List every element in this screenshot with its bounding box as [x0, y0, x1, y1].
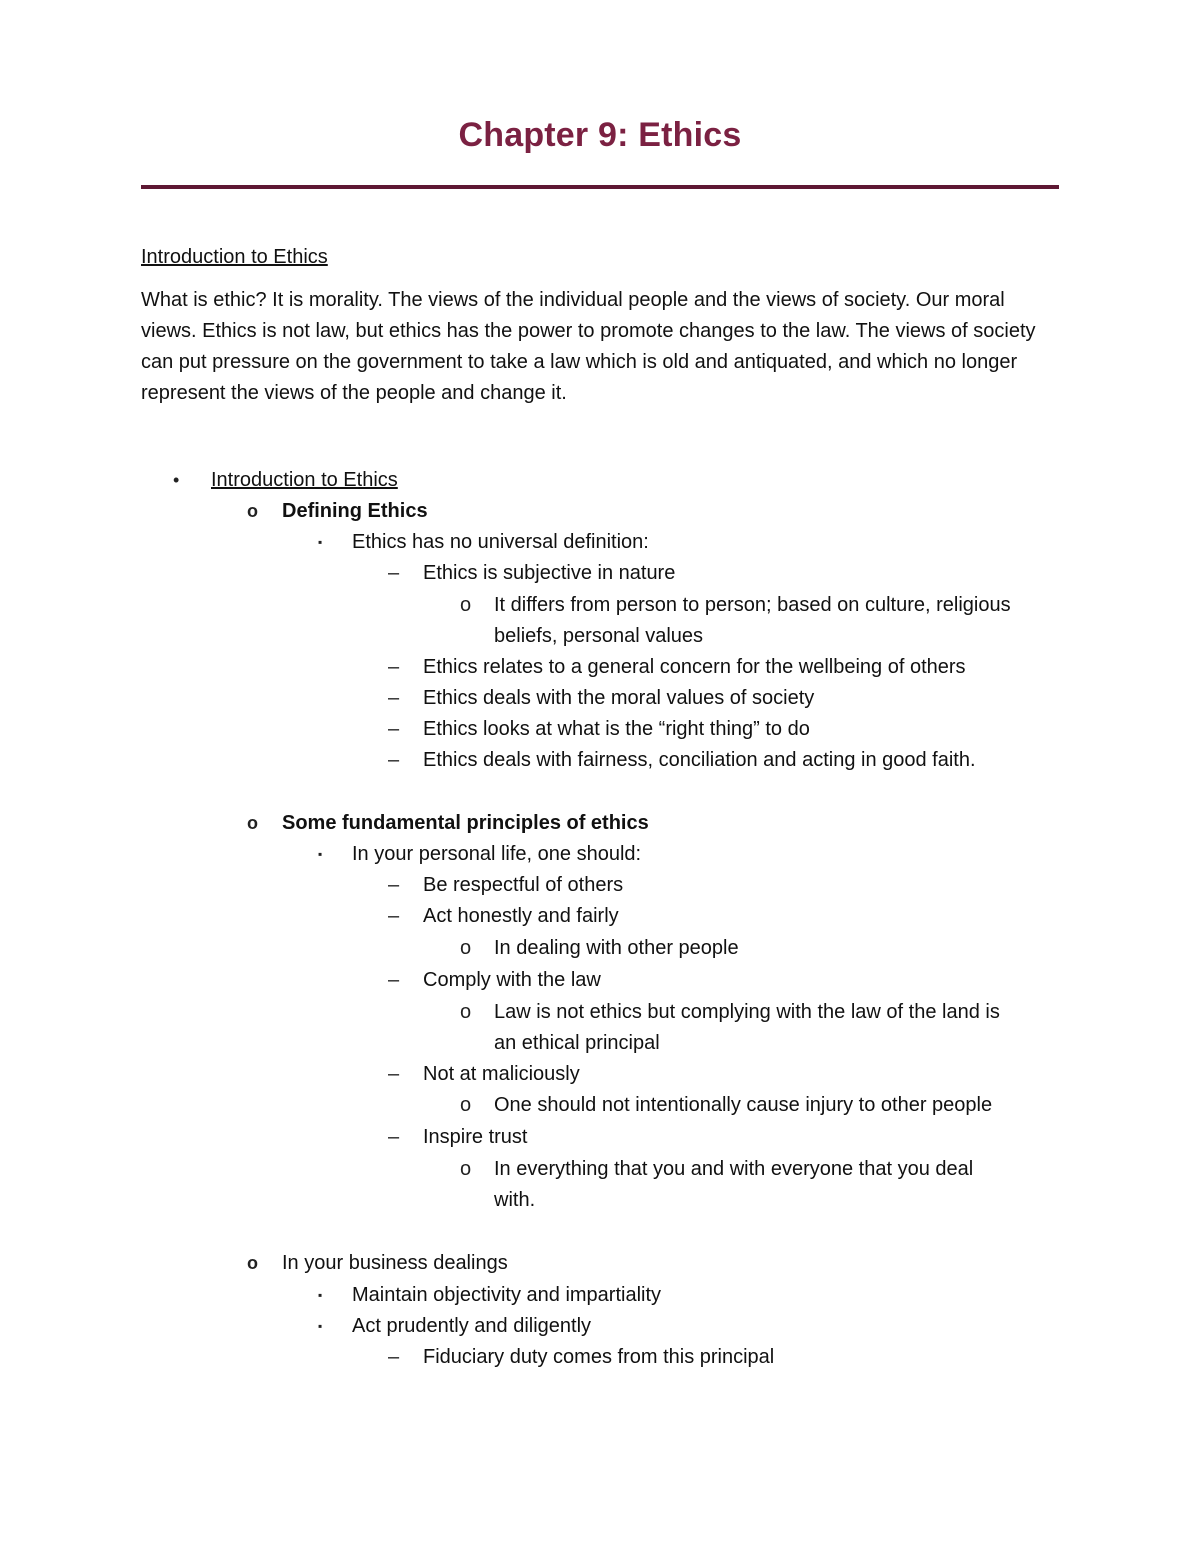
title-divider — [141, 185, 1059, 189]
outline-honestly: Act honestly and fairly — [423, 905, 619, 927]
outline-personal-life: In your personal life, one should: — [352, 843, 642, 865]
bullet-level2-icon: o — [247, 813, 258, 833]
outline-prudently: Act prudently and diligently — [352, 1315, 592, 1337]
outline-fiduciary: Fiduciary duty comes from this principal — [423, 1346, 775, 1368]
outline-no-universal: Ethics has no universal definition: — [352, 531, 649, 553]
section-heading: Introduction to Ethics — [141, 246, 328, 268]
bullet-level4-icon: – — [388, 718, 400, 740]
bullet-level5-icon: o — [460, 594, 472, 616]
outline-wellbeing: Ethics relates to a general concern for the wellbeing of others — [423, 656, 966, 678]
bullet-level4-icon: – — [388, 874, 400, 896]
bullet-level3-icon: ▪ — [318, 535, 323, 549]
outline-fundamental: Some fundamental principles of ethics — [282, 812, 649, 834]
bullet-level4-icon: – — [388, 656, 400, 678]
bullet-level4-icon: – — [388, 749, 400, 771]
bullet-level5-icon: o — [460, 937, 472, 959]
bullet-level4-icon: – — [388, 562, 400, 584]
intro-paragraph: What is ethic? It is morality. The views of the individual people and the views of society. Our moral views. Ethics is not law, but ethics has the power to promote changes to the law. The views of society can put pressure on the government to take a law which is old and antiquated, and which no longer represent the views of the people and change it. — [141, 289, 1036, 404]
outline-law-not-line2: an ethical principal — [494, 1032, 660, 1054]
outline-injury: One should not intentionally cause injury to other people — [494, 1094, 993, 1116]
outline-heading-intro: Introduction to Ethics — [211, 469, 398, 491]
bullet-level4-icon: – — [388, 1346, 400, 1368]
bullet-level2-icon: o — [247, 501, 258, 521]
bullet-level4-icon: – — [388, 905, 400, 927]
bullet-level4-icon: – — [388, 1126, 400, 1148]
outline-moral-values: Ethics deals with the moral values of society — [423, 687, 815, 709]
outline-maliciously: Not at maliciously — [423, 1063, 580, 1085]
outline-comply: Comply with the law — [423, 969, 601, 991]
bullet-level5-icon: o — [460, 1001, 472, 1023]
bullet-level4-icon: – — [388, 1063, 400, 1085]
outline-fairness: Ethics deals with fairness, conciliation and acting in good faith. — [423, 749, 976, 771]
bullet-level4-icon: – — [388, 687, 400, 709]
bullet-level3-icon: ▪ — [318, 1319, 323, 1333]
outline-trust: Inspire trust — [423, 1126, 528, 1148]
bullet-level2-icon: o — [247, 1253, 258, 1273]
outline-business: In your business dealings — [282, 1252, 508, 1274]
outline-law-not-line1: Law is not ethics but complying with the law of the land is — [494, 1001, 1000, 1023]
outline-objectivity: Maintain objectivity and impartiality — [352, 1284, 662, 1306]
bullet-level4-icon: – — [388, 969, 400, 991]
bullet-level5-icon: o — [460, 1158, 472, 1180]
outline-everything-line1: In everything that you and with everyone that you deal — [494, 1158, 974, 1180]
outline-everything-line2: with. — [494, 1189, 536, 1211]
bullet-level3-icon: ▪ — [318, 847, 323, 861]
document-title: Chapter 9: Ethics — [458, 116, 742, 154]
bullet-level3-icon: ▪ — [318, 1288, 323, 1302]
outline-respectful: Be respectful of others — [423, 874, 624, 896]
outline-dealing: In dealing with other people — [494, 937, 739, 959]
outline-subjective: Ethics is subjective in nature — [423, 562, 676, 584]
outline-differs-line2: beliefs, personal values — [494, 625, 704, 647]
bullet-level1-icon: • — [173, 470, 180, 490]
outline-differs-line1: It differs from person to person; based on culture, religious — [494, 594, 1011, 616]
bullet-level5-icon: o — [460, 1094, 472, 1116]
outline-defining-ethics: Defining Ethics — [282, 500, 428, 522]
outline-right-thing: Ethics looks at what is the “right thing” to do — [423, 718, 810, 740]
